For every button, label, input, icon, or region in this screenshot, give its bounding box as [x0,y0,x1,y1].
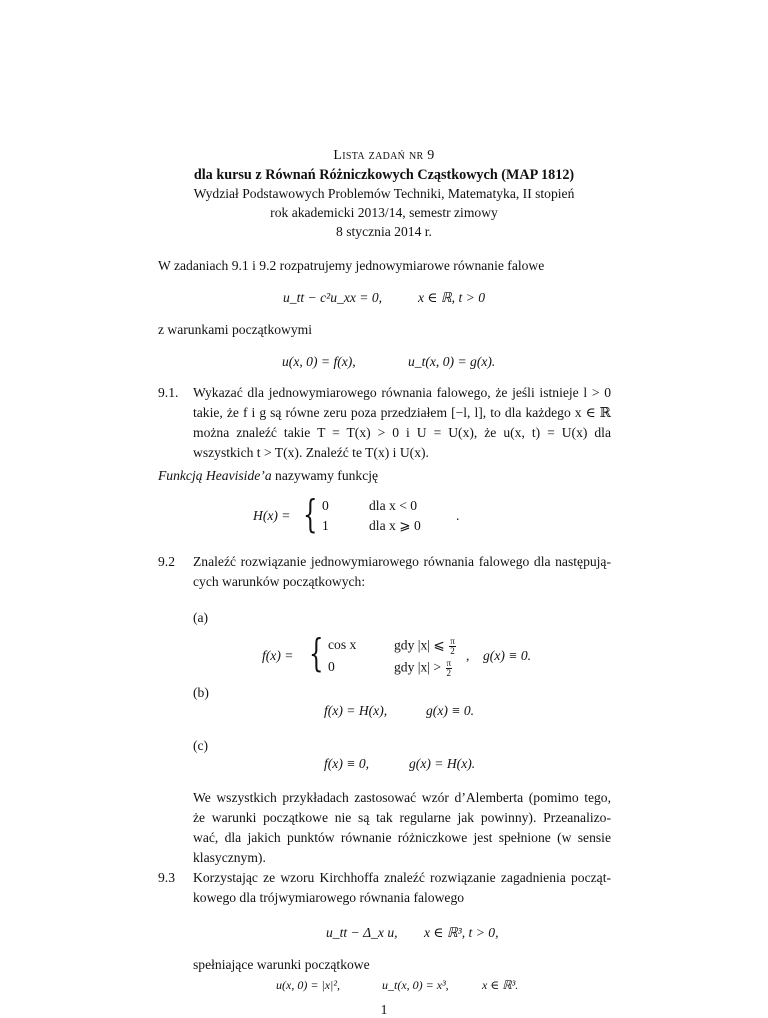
problem-9-2-text [193,552,611,592]
wave-equation-domain: x ∈ ℝ, t > 0 [418,290,485,305]
case-a-comma: , [466,648,470,663]
case-c-label: (c) [193,738,209,753]
case-a-cond-1-text: gdy |x| ⩽ [394,637,445,653]
note-line: We wszystkich przykładach zastosować wzór d’Alemberta (pomimo tego, [193,790,611,805]
case-a-g: g(x) ≡ 0. [483,648,532,663]
case-a-label: (a) [193,610,209,625]
case-a-lhs: f(x) = [262,648,294,663]
case-c-f: f(x) ≡ 0, [324,756,370,771]
left-brace: { [303,492,318,536]
problem-9-3-label: 9.3 [158,870,175,885]
heaviside-term: Funkcją Heaviside’a [158,468,272,483]
case-a-value-2: 0 [328,659,335,674]
kirchhoff-equation-domain: x ∈ ℝ³, t > 0, [424,925,499,940]
initial-conditions-text: z warunkami początkowymi [158,322,313,337]
problem-9-1-line: Wykazać dla jednowymiarowego równania falowego, że jeśli istnieje l > 0 [193,385,611,400]
init-condition-1: u(x, 0) = |x|², [276,978,340,992]
heaviside-case-1-value: 0 [322,498,329,513]
date-line: 8 stycznia 2014 r. [336,224,432,239]
problem-9-1-label: 9.1. [158,385,179,400]
case-c-g: g(x) = H(x). [409,756,476,771]
problem-9-1-line: można znaleźć takie T = T(x) > 0 i U = U(x), że u(x, t) = U(x) dla [193,425,611,440]
problem-9-2-line: Znaleźć rozwiązanie jednowymiarowego równania falowego dla następują- [193,554,611,569]
heaviside-case-2-value: 1 [322,518,329,533]
course-title: dla kursu z Równań Różniczkowych Cząstkowych (MAP 1812) [193,167,575,183]
faculty-line: Wydział Podstawowych Problemów Techniki, Matematyka, II stopień [193,186,575,201]
problem-9-2-line: cych warunków początkowych: [193,574,366,589]
note-line: że warunki początkowe nie są tak regularne jak powinny). Przeanalizo- [193,810,611,825]
heaviside-case-2-cond: dla x ⩾ 0 [369,518,421,533]
problem-9-1-text [193,383,611,463]
heaviside-lhs: H(x) = [253,508,291,523]
init-condition-2: u_t(x, 0) = x³, [382,978,449,992]
case-a-cond-1 [394,637,457,656]
pi-over-two: $\frac{\pi}{2}$ [450,636,455,656]
left-brace: { [309,631,324,675]
list-title: Lista zadań nr 9 [333,148,435,163]
note-line: wać, dla jakich punktów równanie różniczkowe jest spełnione (w sensie [193,830,611,845]
wave-equation: u_tt − c²u_xx = 0, [283,290,383,305]
heaviside-end: . [456,508,460,523]
init-condition-3: x ∈ ℝ³. [482,978,519,992]
page-number: 1 [380,1002,388,1017]
case-b-label: (b) [193,685,209,700]
heaviside-case-1-cond: dla x < 0 [369,498,418,513]
intro-text: W zadaniach 9.1 i 9.2 rozpatrujemy jednowymiarowe równanie falowe [158,258,545,273]
heaviside-definition-rest: nazywamy funkcję [275,468,379,483]
initial-condition-g: u_t(x, 0) = g(x). [408,354,496,369]
note-line: klasycznym). [193,850,266,865]
problem-9-2-label: 9.2 [158,554,175,569]
heaviside-definition [158,468,378,484]
problem-9-1-line: takie, że f i g są równe zeru poza przedziałem [−l, l], to dla każdego x ∈ ℝ [193,405,611,420]
problem-9-3-line: Korzystając ze wzoru Kirchhoffa znaleźć rozwiązanie zagadnienia począt- [193,870,611,885]
pi-over-two: $\frac{\pi}{2}$ [446,658,452,678]
case-a-value-1: cos x [328,637,357,652]
academic-year-line: rok akademicki 2013/14, semestr zimowy [270,205,498,220]
problem-9-2-note [193,788,611,868]
kirchhoff-equation: u_tt − Δ_x u, [326,925,398,940]
initial-conditions-text-3d: spełniające warunki początkowe [193,957,370,972]
problem-9-3-text [193,868,611,908]
case-a-cond-2-text: gdy |x| > [394,659,442,675]
initial-condition-f: u(x, 0) = f(x), [282,354,356,369]
problem-9-1-line: wszystkich t > T(x). Znaleźć te T(x) i U(x). [193,445,429,460]
problem-9-3-line: kowego dla trójwymiarowego równania falowego [193,890,465,905]
case-a-cond-2 [394,659,453,678]
case-b-g: g(x) ≡ 0. [426,703,475,718]
case-b-f: f(x) = H(x), [324,703,388,718]
